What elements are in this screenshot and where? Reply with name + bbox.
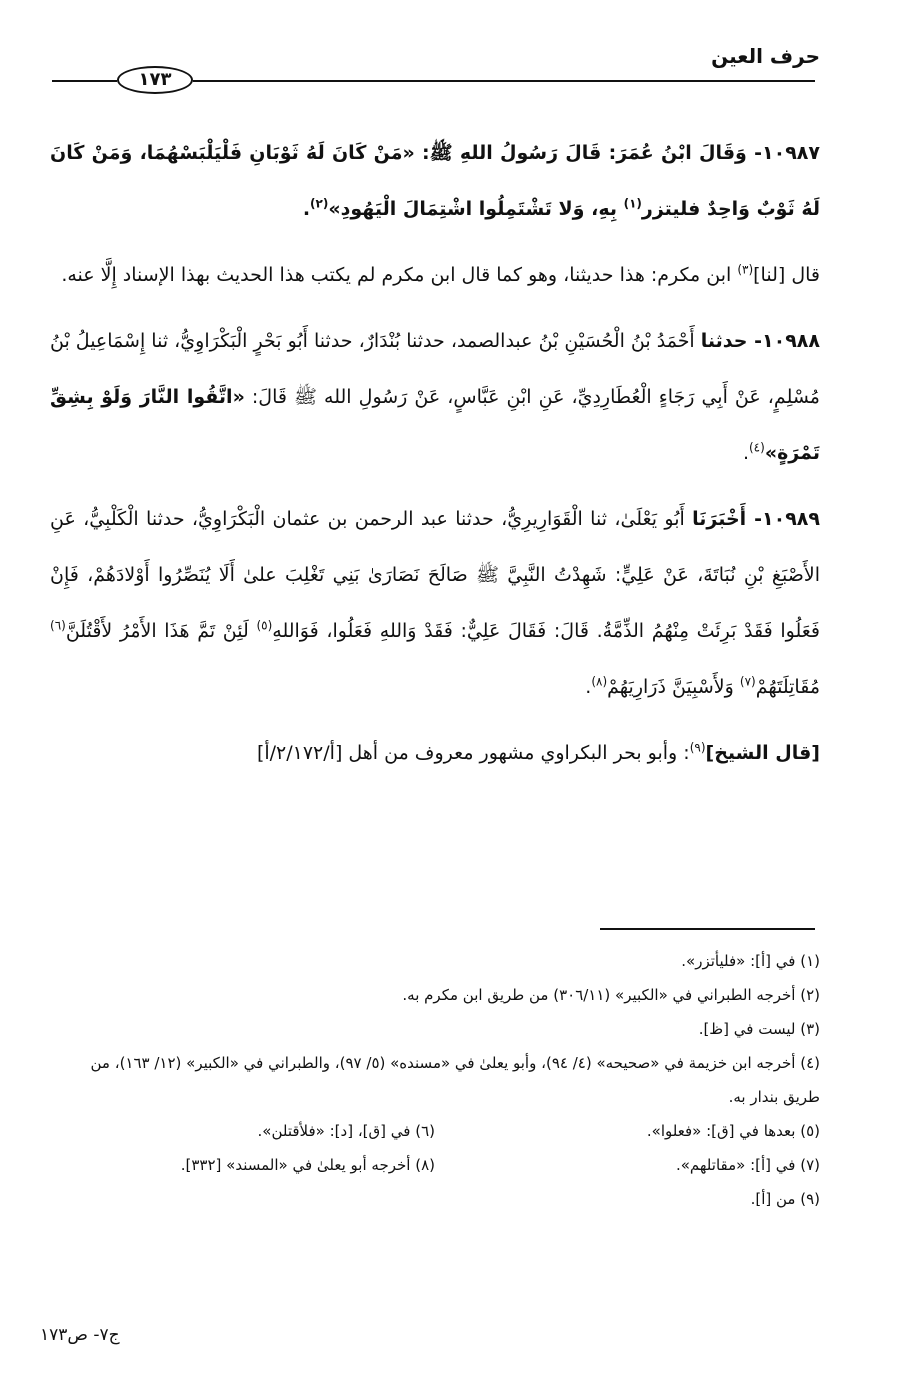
hadith-text: لَئِنْ تَمَّ هَذَا الأَمْرُ لأَقْتُلَنَّ	[65, 620, 257, 642]
sheikh-lead: [قال الشيخ]	[705, 742, 820, 764]
hadith-text: بِهِ، وَلا تَشْتَمِلُوا اشْتِمَالَ الْيَهُودِ»	[328, 198, 624, 220]
hadith-text: أَبُو يَعْلَىٰ، ثنا الْقَوَارِيرِيُّ، حدثنا عبد الرحمن بن عثمان الْبَكْرَاوِيُّ، حدثنا الْكَلْبِيُّ، عَنِ الأَصْبَغِ بْنِ نُبَاتَةَ، عَنْ عَلِيٍّ: شَهِدْتُ النَّبِيَّ ﷺ صَالَحَ نَصَارَىٰ بَنِي تَغْلِبَ علىٰ أَلَا يُنَصِّرُوا أَوْلادَهُمْ، فَإِنْ فَعَلُوا فَقَدْ بَرِئَتْ مِنْهُمُ الذِّمَّةُ. قَالَ: فَقَالَ عَلِيٌّ: فَقَدْ وَاللهِ فَعَلُوا، فَوَاللهِ	[50, 508, 820, 642]
footnote-ref: (٧)	[739, 674, 756, 689]
footnote-ref: (٨)	[591, 674, 608, 689]
footnote: (٢) أخرجه الطبراني في «الكبير» (٣٠٦/١١) من طريق ابن مكرم به.	[402, 986, 820, 1004]
footnote: (٦) في [ق]، [د]: «فلأقتلن».	[257, 1122, 435, 1140]
hadith-lead: أَخْبَرَنَا	[692, 508, 747, 530]
volume-page-signature: ج٧- ص١٧٣	[40, 1325, 120, 1345]
footnote-ref: (٩)	[689, 740, 706, 755]
header-rule	[52, 80, 117, 82]
footnote-ref: (٦)	[50, 618, 66, 633]
hadith-10988: ١٠٩٨٨- حدثنا أَحْمَدُ بْنُ الْحُسَيْنِ بْنُ عبدالصمد، حدثنا بُنْدَارٌ، حدثنا أَبُو بَحْرٍ الْبَكْرَاوِيُّ، ثنا إِسْمَاعِيلُ بْنُ مُسْلِمٍ، عَنْ أَبِي رَجَاءٍ الْعُطَارِدِيِّ، عَنِ ابْنِ عَبَّاسٍ، عَنْ رَسُولِ الله ﷺ قَالَ: «اتَّقُوا النَّارَ وَلَوْ بِشِقِّ تَمْرَةٍ»$^{(٤)}$.	[50, 330, 820, 464]
sentence-end: .	[585, 676, 592, 698]
comment-text: ابن مكرم: هذا حديثنا، وهو كما قال ابن مكرم لم يكتب هذا الحديث بهذا الإسناد إِلَّا عنه.	[61, 264, 738, 286]
footnote-row	[50, 1148, 820, 1182]
hadith-lead: حدثنا	[700, 330, 748, 352]
sentence-end: .	[742, 442, 749, 464]
footnote-rule	[600, 928, 815, 930]
hadith-text: أَحْمَدُ بْنُ الْحُسَيْنِ بْنُ عبدالصمد، حدثنا بُنْدَارٌ، حدثنا أَبُو بَحْرٍ الْبَكْرَاوِيُّ، ثنا إِسْمَاعِيلُ بْنُ مُسْلِمٍ، عَنْ أَبِي رَجَاءٍ الْعُطَارِدِيِّ، عَنِ ابْنِ عَبَّاسٍ، عَنْ رَسُولِ الله ﷺ قَالَ:	[50, 330, 820, 408]
hadith-quote: «اتَّقُوا النَّارَ وَلَوْ بِشِقِّ تَمْرَةٍ»	[50, 386, 820, 464]
hadith-number: ١٠٩٨٨	[762, 330, 820, 352]
footnote: (٩) من [أ].	[750, 1190, 820, 1208]
footnote: (٥) بعدها في [ق]: «فعلوا».	[646, 1122, 820, 1140]
page-number: ١٧٣	[117, 66, 193, 94]
footnote-ref: (٤)	[748, 440, 765, 455]
footnote: (٣) ليست في [ظ].	[698, 1020, 820, 1038]
footnote: (٧) في [أ]: «مقاتلهم».	[675, 1156, 820, 1174]
sheikh-comment	[50, 725, 820, 781]
footnote-ref: (١)	[623, 196, 642, 211]
footnote: (١) في [أ]: «فليأتزر».	[681, 952, 820, 970]
hadith-10987: ١٠٩٨٧- وَقَالَ ابْنُ عُمَرَ: قَالَ رَسُولُ اللهِ ﷺ: «مَنْ كَانَ لَهُ ثَوْبَانِ فَلْيَلْبَسْهُمَا، وَمَنْ كَانَ لَهُ ثَوْبٌ وَاحِدٌ فليتزر$^{(١)}$ بِهِ، وَلا تَشْتَمِلُوا اشْتِمَالَ الْيَهُودِ»$^{(٢)}$.	[50, 142, 820, 220]
hadith-text: مُقَاتِلَتَهُمْ	[755, 676, 820, 698]
footnote-row	[50, 1114, 820, 1148]
hadith-number: ١٠٩٨٧	[762, 142, 820, 164]
comment-paragraph	[50, 247, 820, 303]
sentence-end: .	[302, 198, 311, 220]
header-rule	[193, 80, 815, 82]
hadith-text: وَقَالَ ابْنُ عُمَرَ: قَالَ رَسُولُ اللهِ ﷺ: «مَنْ كَانَ لَهُ ثَوْبَانِ فَلْيَلْبَسْهُمَا، وَمَنْ كَانَ لَهُ ثَوْبٌ وَاحِدٌ فليتزر	[50, 142, 820, 220]
footnote-ref: (٥)	[256, 618, 273, 633]
footnote-ref: (٢)	[310, 196, 329, 211]
footnote-ref: (٣)	[737, 262, 754, 277]
hadith-10989: ١٠٩٨٩- أَخْبَرَنَا أَبُو يَعْلَىٰ، ثنا الْقَوَارِيرِيُّ، حدثنا عبد الرحمن بن عثمان الْبَكْرَاوِيُّ، حدثنا الْكَلْبِيُّ، عَنِ الأَصْبَغِ بْنِ نُبَاتَةَ، عَنْ عَلِيٍّ: شَهِدْتُ النَّبِيَّ ﷺ صَالَحَ نَصَارَىٰ بَنِي تَغْلِبَ علىٰ أَلَا يُنَصِّرُوا أَوْلادَهُمْ، فَإِنْ فَعَلُوا فَقَدْ بَرِئَتْ مِنْهُمُ الذِّمَّةُ. قَالَ: فَقَالَ عَلِيٌّ: فَقَدْ وَاللهِ فَعَلُوا، فَوَاللهِ$^{(٥)}$ لَئِنْ تَمَّ هَذَا الأَمْرُ لأَقْتُلَنَّ$^{(٦)}$ مُقَاتِلَتَهُمْ$^{(٧)}$ وَلأَسْبِيَنَّ ذَرَارِيَهُمْ$^{(٨)}$.	[50, 508, 820, 698]
hadith-number: ١٠٩٨٩	[762, 508, 820, 530]
chapter-title: حرف العين	[711, 44, 820, 68]
footnote: (٤) أخرجه ابن خزيمة في «صحيحه» (٤/ ٩٤)، وأبو يعلىٰ في «مسنده» (٥/ ٩٧)، والطبراني في «الكبير» (١٢/ ١٦٣)، من طريق بندار به.	[90, 1054, 820, 1106]
sheikh-text: : وأبو بحر البكراوي مشهور معروف من أهل [أ/٢/١٧٢/أ]	[256, 742, 690, 764]
hadith-text: وَلأَسْبِيَنَّ ذَرَارِيَهُمْ	[607, 676, 740, 698]
footnotes	[50, 944, 820, 1216]
main-text	[50, 125, 820, 791]
footnote: (٨) أخرجه أبو يعلىٰ في «المسند» [٣٣٢].	[180, 1156, 435, 1174]
comment-text: قال [لنا]	[753, 264, 820, 286]
